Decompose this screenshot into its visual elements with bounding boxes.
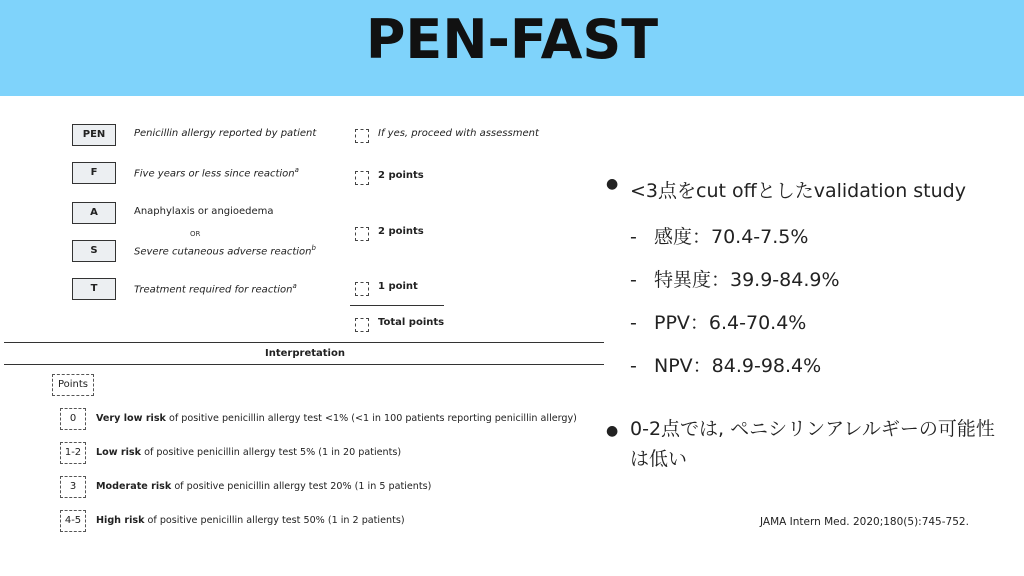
points-header: Points: [52, 374, 94, 396]
total-rule: [350, 305, 444, 306]
sub-bullet-sensitivity: - 感度：70.4-7.5%: [630, 226, 809, 248]
bullet-dot-icon: ●: [606, 423, 619, 439]
checkbox-t: [355, 282, 369, 296]
criterion-t: Treatment required for reaction$^a$: [134, 282, 297, 296]
total-points-label: Total points: [378, 317, 445, 328]
checkbox-pen: [355, 129, 369, 143]
criterion-a: Anaphylaxis or angioedema: [134, 206, 274, 217]
bullet-dot-icon: ●: [606, 176, 619, 192]
citation: JAMA Intern Med. 2020;180(5):745-752.: [760, 516, 969, 528]
risk-points-1: 1-2: [60, 442, 86, 464]
code-box-a: A: [72, 202, 116, 224]
pen-fast-figure: [0, 96, 610, 576]
code-box-t: T: [72, 278, 116, 300]
risk-points-3: 4-5: [60, 510, 86, 532]
criterion-s: Severe cutaneous adverse reaction$^b$: [134, 244, 316, 258]
points-as: 2 points: [378, 226, 424, 237]
risk-row-3: High risk of positive penicillin allergy test 50% (1 in 2 patients): [96, 515, 405, 526]
risk-points-2: 3: [60, 476, 86, 498]
checkbox-total: [355, 318, 369, 332]
risk-row-0: Very low risk of positive penicillin allergy test <1% (<1 in 100 patients reporting penicillin allergy): [96, 413, 577, 424]
or-label: OR: [190, 230, 201, 238]
sub-bullet-specificity: - 特異度：39.9-84.9%: [630, 269, 840, 291]
slide-title: PEN-FAST: [365, 8, 659, 71]
checkbox-as: [355, 227, 369, 241]
criterion-f: Five years or less since reaction$^a$: [134, 166, 299, 180]
bullet-low-score: ● 0-2点では, ペニシリンアレルギーの可能性は低い: [606, 418, 995, 470]
sub-bullet-npv: - NPV：84.9-98.4%: [630, 355, 822, 377]
sub-bullet-ppv: - PPV：6.4-70.4%: [630, 312, 807, 334]
criterion-pen: Penicillin allergy reported by patient: [134, 128, 317, 139]
risk-row-1: Low risk of positive penicillin allergy test 5% (1 in 20 patients): [96, 447, 402, 458]
code-box-pen: PEN: [72, 124, 116, 146]
interpretation-bottom-rule: [4, 364, 604, 365]
interpretation-header: Interpretation: [265, 348, 345, 359]
points-f: 2 points: [378, 170, 424, 181]
code-box-s: S: [72, 240, 116, 262]
code-box-f: F: [72, 162, 116, 184]
checkbox-f: [355, 171, 369, 185]
points-pen: If yes, proceed with assessment: [378, 128, 539, 139]
risk-points-0: 0: [60, 408, 86, 430]
points-t: 1 point: [378, 281, 418, 292]
risk-row-2: Moderate risk of positive penicillin allergy test 20% (1 in 5 patients): [96, 481, 432, 492]
interpretation-top-rule: [4, 342, 604, 343]
